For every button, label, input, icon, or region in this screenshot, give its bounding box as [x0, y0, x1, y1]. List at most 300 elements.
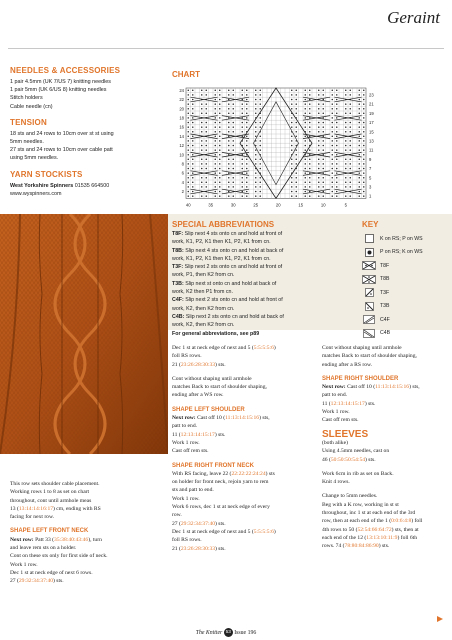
- purl-dot: [296, 103, 298, 105]
- purl-dot: [233, 195, 235, 197]
- purl-dot: [233, 108, 235, 110]
- purl-dot: [305, 113, 307, 115]
- purl-dot: [291, 117, 293, 119]
- purl-dot: [296, 186, 298, 188]
- purl-dot: [255, 99, 257, 101]
- text-line: Work 1 row.: [172, 439, 200, 446]
- left-text-column: [10, 480, 160, 586]
- purl-dot: [309, 122, 311, 124]
- abbreviation-line: For general abbreviations, see p89: [172, 330, 260, 337]
- purl-dot: [206, 131, 208, 133]
- purl-dot: [309, 99, 311, 101]
- text-line: matches Back to start of shoulder shaping,: [322, 353, 417, 360]
- text-line: 11 (12:13:14:15:17) sts.: [322, 400, 376, 407]
- purl-dot: [201, 126, 203, 128]
- purl-dot: [255, 103, 257, 105]
- stockist-company: West Yorkshire Spinners: [10, 182, 74, 189]
- purl-dot: [363, 117, 365, 119]
- purl-dot: [188, 177, 190, 179]
- purl-dot: [305, 149, 307, 151]
- purl-dot: [260, 177, 262, 179]
- purl-dot: [242, 103, 244, 105]
- text-line: facing for next row.: [10, 514, 55, 521]
- purl-dot: [359, 108, 361, 110]
- text-line: Knit 4 rows.: [322, 479, 350, 486]
- purl-dot: [201, 140, 203, 142]
- purl-dot: [309, 168, 311, 170]
- purl-dot: [359, 99, 361, 101]
- purl-dot: [336, 172, 338, 174]
- purl-dot: [359, 195, 361, 197]
- purl-dot: [219, 126, 221, 128]
- purl-dot: [219, 191, 221, 193]
- text-line: 4th rows to 50 (52:54:66:64:72) sts, then at: [322, 526, 419, 533]
- key-item: P on RS; K on WS: [362, 246, 448, 260]
- cable-t3b-icon: [362, 302, 376, 311]
- purl-dot: [296, 163, 298, 165]
- purl-dot: [233, 186, 235, 188]
- purl-dot: [219, 182, 221, 184]
- purl-dot: [188, 131, 190, 133]
- needles-line: Stitch holders: [10, 95, 43, 102]
- purl-dot: [291, 168, 293, 170]
- purl-dot: [246, 195, 248, 197]
- purl-dot: [192, 172, 194, 174]
- text-line: Change to 5mm needles.: [322, 493, 378, 500]
- purl-dot: [260, 145, 262, 147]
- column-label: 20: [275, 202, 281, 208]
- row-label: 20: [179, 106, 184, 112]
- purl-dot: [363, 149, 365, 151]
- purl-dot: [359, 113, 361, 115]
- purl-dot: [359, 168, 361, 170]
- purl-dot: [260, 90, 262, 92]
- purl-dot: [359, 140, 361, 142]
- abbreviation-line: work, K2, then K2 from cn.: [172, 322, 235, 329]
- purl-dot: [206, 94, 208, 96]
- purl-dot: [201, 168, 203, 170]
- purl-dot: [336, 159, 338, 161]
- purl-dot: [255, 126, 257, 128]
- purl-dot: [332, 140, 334, 142]
- shape-right-front-neck-heading: SHAPE RIGHT FRONT NECK: [172, 462, 255, 469]
- purl-dot: [246, 172, 248, 174]
- purl-dot: [219, 90, 221, 92]
- purl-dot: [332, 108, 334, 110]
- purl-dot: [323, 140, 325, 142]
- purl-dot: [323, 182, 325, 184]
- key-item: T3B: [362, 300, 448, 314]
- purl-dot: [188, 182, 190, 184]
- purl-dot: [215, 90, 217, 92]
- purl-dot: [323, 90, 325, 92]
- purl-dot: [188, 94, 190, 96]
- purl-dot: [345, 108, 347, 110]
- purl-dot: [228, 108, 230, 110]
- purl-dot: [219, 103, 221, 105]
- purl-dot: [350, 90, 352, 92]
- purl-dot: [309, 172, 311, 174]
- purl-dot: [291, 94, 293, 96]
- purl-dot: [309, 126, 311, 128]
- needles-line: 1 pair 4.5mm (UK 7/US 7) knitting needles: [10, 79, 111, 85]
- abbreviation-line: work, P1, then K2 from cn.: [172, 272, 235, 279]
- purl-dot: [309, 159, 311, 161]
- purl-dot: [255, 191, 257, 193]
- dot-square-icon: [362, 248, 376, 257]
- purl-dot: [332, 117, 334, 119]
- purl-dot: [233, 90, 235, 92]
- purl-dot: [363, 140, 365, 142]
- purl-dot: [350, 145, 352, 147]
- purl-dot: [305, 117, 307, 119]
- purl-dot: [309, 182, 311, 184]
- purl-dot: [228, 177, 230, 179]
- purl-dot: [206, 108, 208, 110]
- purl-dot: [291, 195, 293, 197]
- purl-dot: [323, 99, 325, 101]
- purl-dot: [206, 113, 208, 115]
- abbreviation-line: T3B: Slip next st onto cn and hold at back of: [172, 280, 277, 287]
- purl-dot: [255, 177, 257, 179]
- purl-dot: [215, 122, 217, 124]
- purl-dot: [318, 149, 320, 151]
- row-label: 15: [369, 129, 374, 135]
- abbreviations-list: [172, 230, 358, 338]
- purl-dot: [255, 131, 257, 133]
- purl-dot: [350, 126, 352, 128]
- purl-dot: [323, 177, 325, 179]
- abbreviation-line: C4B: Slip next 2 sts onto cn and hold at back of: [172, 313, 284, 320]
- row-label: 1: [369, 193, 372, 199]
- text-line: matches Back to start of shoulder shaping,: [172, 384, 267, 391]
- purl-dot: [350, 140, 352, 142]
- purl-dot: [291, 186, 293, 188]
- purl-dot: [345, 145, 347, 147]
- purl-dot: [260, 99, 262, 101]
- purl-dot: [318, 159, 320, 161]
- purl-dot: [255, 172, 257, 174]
- purl-dot: [242, 117, 244, 119]
- needles-line: 1 pair 5mm (UK 6/US 8) knitting needles: [10, 87, 107, 94]
- purl-dot: [345, 186, 347, 188]
- column-label: 40: [185, 202, 191, 208]
- purl-dot: [291, 126, 293, 128]
- cable-c4f-icon: [362, 315, 376, 324]
- purl-dot: [323, 154, 325, 156]
- shape-left-shoulder-heading: SHAPE LEFT SHOULDER: [172, 406, 245, 413]
- purl-dot: [228, 94, 230, 96]
- purl-dot: [246, 182, 248, 184]
- shape-right-shoulder-heading: SHAPE RIGHT SHOULDER: [322, 375, 399, 382]
- text-line: Next row: Patt 33 (35:38:40:43:46), turn: [10, 536, 102, 543]
- purl-dot: [359, 90, 361, 92]
- text-line: Cont on these sts only for first side of neck.: [10, 553, 108, 560]
- purl-dot: [363, 163, 365, 165]
- text-line: Next row: Cast off 10 (11:13:14:15:16) sts,: [172, 415, 270, 422]
- row-label: 5: [369, 175, 372, 181]
- purl-dot: [291, 136, 293, 138]
- purl-dot: [345, 149, 347, 151]
- purl-dot: [228, 136, 230, 138]
- purl-dot: [192, 131, 194, 133]
- purl-dot: [345, 159, 347, 161]
- purl-dot: [318, 103, 320, 105]
- purl-dot: [242, 168, 244, 170]
- purl-dot: [296, 191, 298, 193]
- purl-dot: [318, 195, 320, 197]
- purl-dot: [318, 131, 320, 133]
- purl-dot: [201, 177, 203, 179]
- purl-dot: [363, 108, 365, 110]
- purl-dot: [305, 103, 307, 105]
- row-label: 19: [369, 110, 374, 116]
- purl-dot: [192, 186, 194, 188]
- purl-dot: [363, 195, 365, 197]
- purl-dot: [215, 149, 217, 151]
- purl-dot: [242, 108, 244, 110]
- purl-dot: [336, 186, 338, 188]
- purl-dot: [201, 103, 203, 105]
- purl-dot: [363, 103, 365, 105]
- purl-dot: [246, 136, 248, 138]
- text-line: Dec 1 st at neck edge of next 6 rows.: [10, 569, 93, 576]
- right-text-column: [322, 344, 444, 551]
- purl-dot: [296, 99, 298, 101]
- purl-dot: [215, 103, 217, 105]
- purl-dot: [318, 126, 320, 128]
- purl-dot: [206, 122, 208, 124]
- purl-dot: [318, 140, 320, 142]
- text-line: ending after a WS row.: [172, 392, 224, 399]
- purl-dot: [255, 108, 257, 110]
- column-label: 5: [344, 202, 347, 208]
- purl-dot: [296, 195, 298, 197]
- purl-dot: [246, 149, 248, 151]
- purl-dot: [309, 131, 311, 133]
- purl-dot: [228, 172, 230, 174]
- purl-dot: [363, 94, 365, 96]
- text-line: foll RS rows.: [172, 537, 202, 544]
- purl-dot: [233, 140, 235, 142]
- purl-dot: [350, 163, 352, 165]
- purl-dot: [318, 145, 320, 147]
- purl-dot: [242, 90, 244, 92]
- purl-dot: [246, 191, 248, 193]
- purl-dot: [246, 122, 248, 124]
- purl-dot: [246, 90, 248, 92]
- purl-dot: [296, 126, 298, 128]
- purl-dot: [359, 159, 361, 161]
- purl-dot: [336, 122, 338, 124]
- purl-dot: [192, 140, 194, 142]
- purl-dot: [345, 195, 347, 197]
- purl-dot: [260, 163, 262, 165]
- purl-dot: [350, 94, 352, 96]
- purl-dot: [336, 191, 338, 193]
- purl-dot: [228, 122, 230, 124]
- purl-dot: [228, 126, 230, 128]
- purl-dot: [363, 131, 365, 133]
- purl-dot: [206, 177, 208, 179]
- purl-dot: [345, 90, 347, 92]
- purl-dot: [345, 168, 347, 170]
- purl-dot: [219, 145, 221, 147]
- row-label: 14: [179, 133, 184, 139]
- row-label: 11: [369, 147, 374, 153]
- purl-dot: [363, 136, 365, 138]
- cable-t8f-icon: [362, 261, 376, 270]
- knitting-chart: [172, 84, 392, 210]
- tension-line: 18 sts and 24 rows to 10cm over st st using: [10, 130, 114, 137]
- purl-dot: [206, 163, 208, 165]
- key-item: K on RS; P on WS: [362, 232, 448, 246]
- purl-dot: [332, 191, 334, 193]
- purl-dot: [206, 195, 208, 197]
- purl-dot: [260, 103, 262, 105]
- purl-dot: [296, 131, 298, 133]
- purl-dot: [201, 159, 203, 161]
- purl-dot: [359, 131, 361, 133]
- page-number: 53: [225, 630, 231, 635]
- purl-dot: [188, 136, 190, 138]
- purl-dot: [296, 122, 298, 124]
- purl-dot: [323, 122, 325, 124]
- purl-dot: [215, 159, 217, 161]
- purl-dot: [215, 191, 217, 193]
- purl-dot: [305, 99, 307, 101]
- purl-dot: [336, 145, 338, 147]
- row-label: 6: [181, 170, 184, 176]
- text-line: Dec 1 st at neck edge of next and 5 (5:5:5:5:6): [172, 345, 276, 351]
- abbreviation-line: work, K2, then K2 from cn.: [172, 305, 235, 312]
- purl-dot: [345, 131, 347, 133]
- key-item: C4F: [362, 313, 448, 327]
- purl-dot: [323, 117, 325, 119]
- square-icon: [362, 234, 376, 243]
- purl-dot: [359, 149, 361, 151]
- purl-dot: [233, 168, 235, 170]
- purl-dot: [291, 140, 293, 142]
- key-list: [362, 232, 448, 340]
- purl-dot: [192, 154, 194, 156]
- purl-dot: [228, 117, 230, 119]
- purl-dot: [309, 103, 311, 105]
- purl-dot: [260, 159, 262, 161]
- purl-dot: [192, 182, 194, 184]
- purl-dot: [192, 149, 194, 151]
- tension-heading: TENSION: [10, 117, 47, 127]
- purl-dot: [215, 168, 217, 170]
- purl-dot: [219, 94, 221, 96]
- purl-dot: [309, 177, 311, 179]
- purl-dot: [255, 195, 257, 197]
- purl-dot: [350, 113, 352, 115]
- purl-dot: [201, 149, 203, 151]
- sleeves-heading: SLEEVES: [322, 428, 369, 440]
- purl-dot: [359, 163, 361, 165]
- purl-dot: [309, 186, 311, 188]
- purl-dot: [359, 136, 361, 138]
- abbreviation-line: C4F: Slip next 2 sts onto cn and hold at front of: [172, 297, 283, 304]
- purl-dot: [246, 186, 248, 188]
- purl-dot: [260, 126, 262, 128]
- purl-dot: [201, 94, 203, 96]
- text-line: foll RS rows.: [172, 353, 202, 360]
- purl-dot: [350, 122, 352, 124]
- purl-dot: [255, 149, 257, 151]
- purl-dot: [336, 113, 338, 115]
- purl-dot: [192, 191, 194, 193]
- purl-dot: [305, 168, 307, 170]
- purl-dot: [296, 182, 298, 184]
- purl-dot: [332, 172, 334, 174]
- abbreviation-line: work, K1, P2, K1 then K1, P2, K1 from cn.: [172, 255, 271, 262]
- text-line: (both alike): [322, 439, 348, 446]
- tension-line: 5mm needles.: [10, 139, 44, 146]
- purl-dot: [219, 154, 221, 156]
- purl-dot: [363, 172, 365, 174]
- continue-arrow-icon: [437, 616, 443, 622]
- purl-dot: [296, 149, 298, 151]
- purl-dot: [219, 195, 221, 197]
- purl-dot: [359, 186, 361, 188]
- purl-dot: [363, 159, 365, 161]
- purl-dot: [350, 177, 352, 179]
- purl-dot: [188, 149, 190, 151]
- text-line: throughout, inc 1 st at each end of the 3rd: [322, 510, 416, 517]
- text-line: Work 6cm in rib as set on Back.: [322, 470, 394, 477]
- purl-dot: [201, 163, 203, 165]
- purl-dot: [336, 195, 338, 197]
- purl-dot: [305, 140, 307, 142]
- text-line: 27 (29:32:34:37:40) sts.: [10, 578, 64, 585]
- purl-dot: [305, 94, 307, 96]
- purl-dot: [215, 117, 217, 119]
- purl-dot: [192, 195, 194, 197]
- purl-dot: [255, 94, 257, 96]
- text-line: 13 (13:14:14:16:17) cm, ending with RS: [10, 505, 101, 512]
- purl-dot: [242, 136, 244, 138]
- cable-t3f-icon: [362, 288, 376, 297]
- purl-dot: [336, 90, 338, 92]
- header-rule: [8, 48, 444, 49]
- purl-dot: [246, 159, 248, 161]
- purl-dot: [201, 108, 203, 110]
- purl-dot: [188, 195, 190, 197]
- purl-dot: [332, 182, 334, 184]
- magazine-name: The Knitter: [195, 629, 223, 636]
- purl-dot: [242, 195, 244, 197]
- page-title: Geraint: [387, 8, 440, 27]
- purl-dot: [305, 145, 307, 147]
- purl-dot: [350, 131, 352, 133]
- purl-dot: [233, 177, 235, 179]
- purl-dot: [233, 159, 235, 161]
- purl-dot: [332, 195, 334, 197]
- text-line: Work 1 row.: [322, 409, 350, 416]
- purl-dot: [201, 145, 203, 147]
- purl-dot: [260, 168, 262, 170]
- row-label: 24: [179, 87, 184, 93]
- purl-dot: [188, 159, 190, 161]
- purl-dot: [359, 177, 361, 179]
- purl-dot: [233, 145, 235, 147]
- purl-dot: [350, 186, 352, 188]
- purl-dot: [260, 108, 262, 110]
- purl-dot: [359, 117, 361, 119]
- purl-dot: [350, 159, 352, 161]
